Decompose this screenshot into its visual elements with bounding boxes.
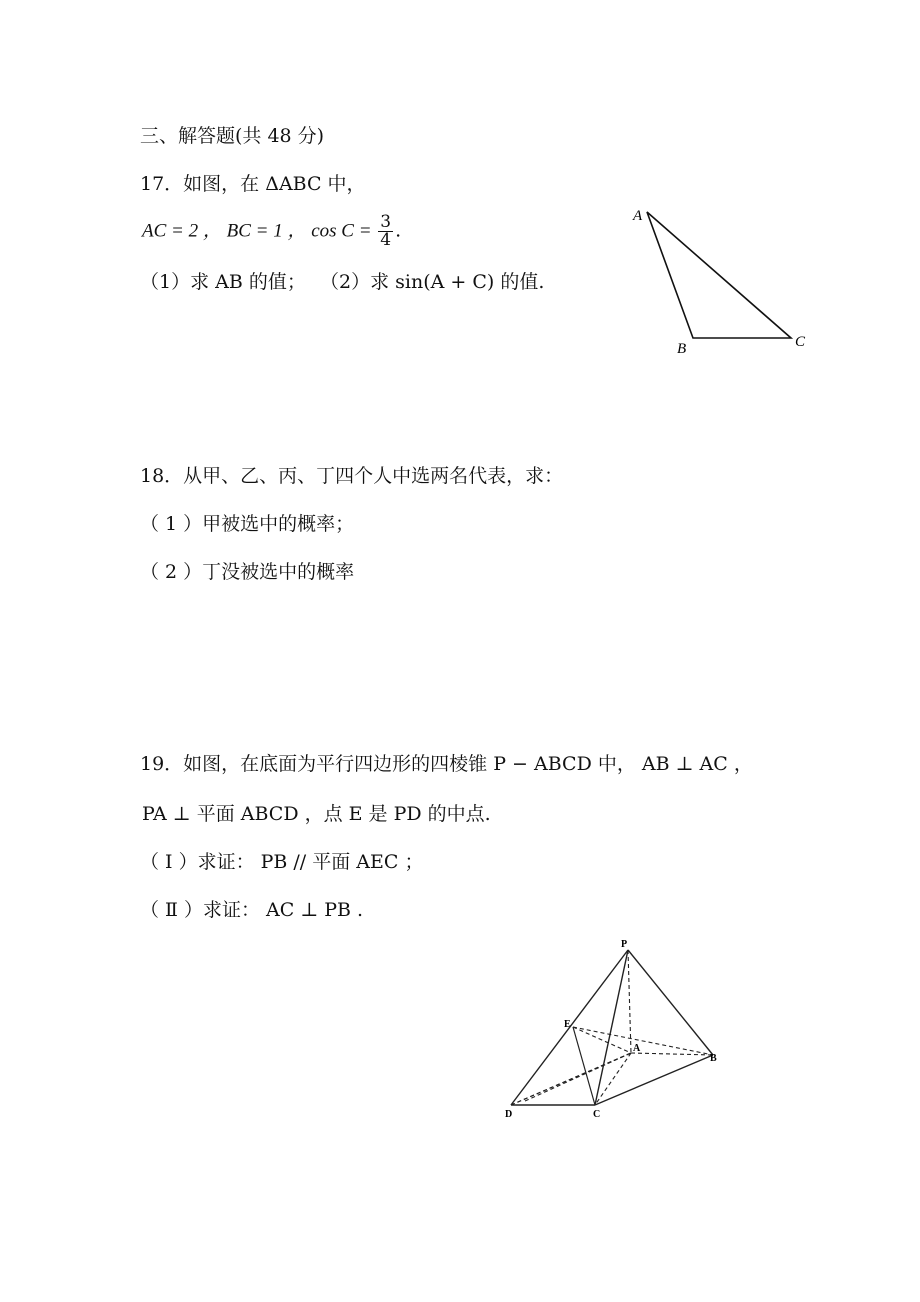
q17-given-text: AC = 2 ， BC = 1 ， cos C = [142,220,377,242]
q19-stem: 19．如图，在底面为平行四边形的四棱锥 P − ABCD 中， AB ⊥ AC ， [140,753,753,775]
q19-part1: （ Ⅰ ）求证： PB // 平面 AEC ； [140,851,424,873]
q17-stem: 17．如图，在 ΔABC 中， [140,173,366,195]
q17-triangle-figure [625,200,825,360]
q18-part1: （ 1 ）甲被选中的概率； [140,513,355,535]
q17-fraction [378,214,393,249]
q18-stem: 18．从甲、乙、丙、丁四个人中选两名代表，求： [140,465,564,487]
q19-label-a: A [633,1043,641,1054]
q19-label-b: B [710,1053,717,1064]
q17-triangle [647,212,791,338]
q17-part1: （1）求 AB 的值； [140,271,306,293]
q17-part2: （2）求 sin(A + C) 的值. [320,271,545,293]
q17-label-c: C [795,334,806,350]
q19-label-c: C [593,1109,601,1120]
q19-stem2: PA ⊥ 平面 ABCD ，点 E 是 PD 的中点. [142,803,491,825]
q17-fraction-numerator: 3 [380,212,392,232]
q19-part2: （ Ⅱ ）求证： AC ⊥ PB . [140,899,364,921]
q19-pyramid-figure [495,935,735,1135]
q17-given [142,214,401,249]
q17-label-a: A [633,208,643,224]
q17-given-end: . [395,219,402,242]
q17-label-b: B [677,341,687,357]
q19-label-e: E [564,1019,571,1030]
q19-label-d: D [505,1109,513,1120]
q18-part2: （ 2 ）丁没被选中的概率 [140,561,355,583]
q19-label-p: P [621,939,628,950]
q17-fraction-denominator: 4 [380,230,392,250]
section-heading: 三、解答题(共 48 分) [140,125,325,147]
